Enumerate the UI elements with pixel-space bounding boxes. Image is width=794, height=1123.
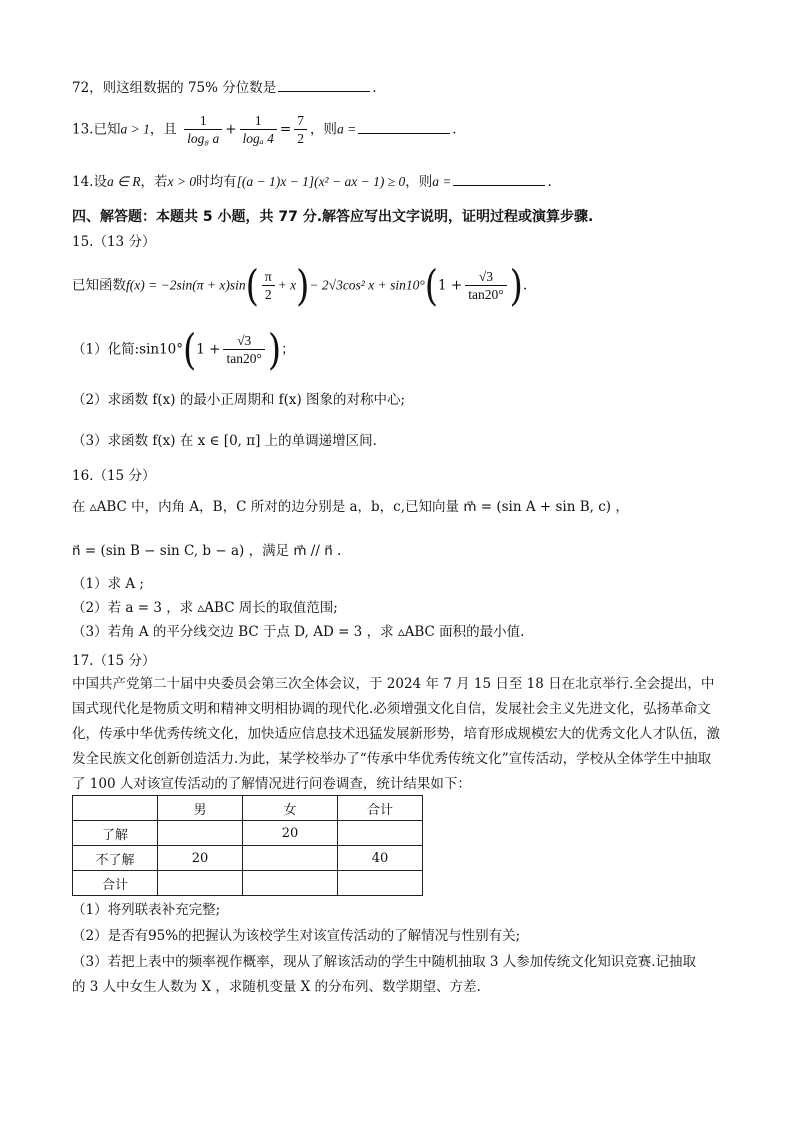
q12-text: 72，则这组数据的 75% 分位数是 — [72, 80, 277, 96]
q15-stem: 已知函数f(x) = −2sin(π + x)sin( $\frac{\pi}{2}$ + x)− 2√3cos² x + sin10°(1 + $\frac{√3}{\tan 20^\circ}$ ). — [72, 261, 528, 311]
table-cell: 20 — [243, 821, 338, 846]
fraction: $\frac{√3}{\tan 20^\circ}$ — [465, 268, 506, 304]
table-cell: 20 — [158, 846, 243, 871]
answer-blank — [358, 121, 450, 134]
section-heading: 四、解答题：本题共 5 小题，共 77 分.解答应写出文字说明，证明过程或演算步骤. — [72, 209, 594, 225]
table-cell: 了解 — [73, 821, 158, 846]
fraction: $\frac{\pi}{2}$ — [262, 268, 275, 304]
q16-part3: （3）若角 A 的平分线交边 BC 于点 D, AD = 3 ，求 ▵ABC 面积的最小值. — [72, 624, 525, 640]
table-cell — [243, 846, 338, 871]
table-cell: 不了解 — [73, 846, 158, 871]
answer-blank — [453, 173, 545, 186]
table-cell: 40 — [338, 846, 423, 871]
table-row — [73, 846, 423, 871]
q15-part1: （1）化简:sin10°(1 + $\frac{√3}{\tan 20^\circ}$ )； — [72, 325, 295, 375]
q14: 14.设a ∈ R，若x > 0时均有[(a − 1)x − 1](x² − ax − 1) ≥ 0，则a = . — [72, 174, 552, 190]
q16-line1: 在 ▵ABC 中，内角 A，B，C 所对的边分别是 a，b，c,已知向量 m⃗ = (sin A + sin B, c) ， — [72, 499, 629, 515]
fraction: $\frac{1}{\text{log₈ a}}$ — [184, 112, 222, 148]
q12-tail: 72，则这组数据的 75% 分位数是 . — [72, 80, 377, 96]
table-row — [73, 821, 423, 846]
q17-part3a: （3）若把上表中的频率视作概率，现从了解该活动的学生中随机抽取 3 人参加传统文化知识竞赛.记抽取 — [72, 954, 697, 970]
table-cell — [158, 871, 243, 896]
table-cell — [338, 871, 423, 896]
table-row — [73, 871, 423, 896]
q17-part1: （1）将列联表补充完整; — [72, 902, 221, 918]
table-cell — [158, 821, 243, 846]
table-header-row — [73, 796, 423, 821]
answer-blank — [278, 79, 370, 92]
q15-part2: （2）求函数 f(x) 的最小正周期和 f(x) 图象的对称中心; — [72, 392, 406, 408]
table-cell — [73, 796, 158, 821]
q17-part2: （2）是否有95%的把握认为该校学生对该宣传活动的了解情况与性别有关; — [72, 928, 521, 944]
table-cell: 合计 — [338, 796, 423, 821]
q16-part2: （2）若 a = 3 ，求 ▵ABC 周长的取值范围; — [72, 600, 338, 616]
table-cell — [338, 821, 423, 846]
q17-part3b: 的 3 人中女生人数为 X ，求随机变量 X 的分布列、数学期望、方差. — [72, 979, 481, 995]
q16-part1: （1）求 A ; — [72, 576, 144, 592]
fraction: $\frac{√3}{\tan 20^\circ}$ — [223, 332, 264, 368]
table-cell: 合计 — [73, 871, 158, 896]
q16-line2: n⃗ = (sin B − sin C, b − a) ，满足 m⃗ // n⃗ . — [72, 543, 342, 559]
fraction: $\frac{7}{2}$ — [294, 112, 307, 148]
fraction: $\frac{1}{\text{logₐ 4}}$ — [240, 112, 277, 148]
table-cell: 女 — [243, 796, 338, 821]
q15-header: 15.（13 分） — [72, 234, 156, 250]
q16-header: 16.（15 分） — [72, 468, 156, 484]
contingency-table — [72, 795, 423, 896]
q15-part3: （3）求函数 f(x) 在 x ∈ [0, π] 上的单调递增区间. — [72, 433, 377, 449]
q17-paragraph: 中国共产党第二十届中央委员会第三次全体会议，于 2024 年 7 月 15 日至 18 日在北京举行.全会提出，中国式现代化是物质文明和精神文明相协调的现代化.必须增强文化自信，发展社会主义先进文化，弘扬革命文化，传承中华优秀传统文化，加快适应信息技术迅猛发展新形势，培育形成规模宏大的优秀文化人才队伍，激发全民族文化创新创造活力.为此，某学校举办了“传承中华优秀传统文化”宣传活动，学校从全体学生中抽取了 100 人对该宣传活动的了解情况进行问卷调查，统计结果如下： — [72, 676, 720, 792]
table-cell — [243, 871, 338, 896]
q17-header: 17.（15 分） — [72, 653, 156, 669]
q13: 13.已知a > 1，且 $\frac{1}{\text{log₈ a}}$ + $\frac{1}{\text{logₐ 4}}$ = $\frac{7}{2}$ ，则a = . — [72, 113, 457, 146]
table-cell: 男 — [158, 796, 243, 821]
